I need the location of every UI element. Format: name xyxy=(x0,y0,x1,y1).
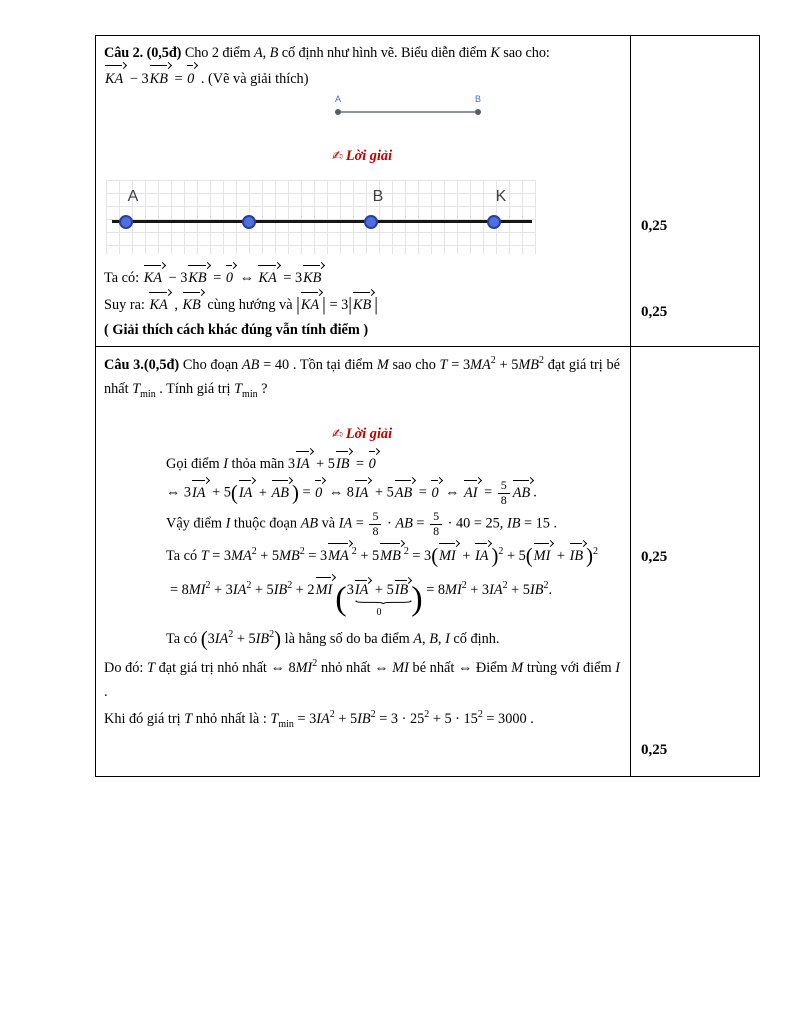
vbody: IB xyxy=(394,581,409,598)
vbody: MI xyxy=(439,548,456,565)
msup: 2 xyxy=(205,579,211,591)
vbody: MI xyxy=(533,548,551,565)
vector xyxy=(225,266,236,289)
geogebra-figure xyxy=(106,180,536,254)
msup: 2 xyxy=(251,546,257,558)
q3-expansion-line2: = $8MI^2 + 3IA^2 + 5IB^2 + 2MI$( 3IA + 5IB { 0 ) = $8MI^2 + 3IA^2 + 5IB^2$. xyxy=(170,578,620,618)
mvar: IB xyxy=(273,581,288,598)
mvar: MA xyxy=(470,357,491,373)
vector xyxy=(187,266,209,289)
msup: 2 xyxy=(246,579,252,591)
q3-constant-note: Ta có $(3IA^2 + 5IB^2)$ là hằng số do ba điểm A, B, I cố định. xyxy=(166,628,500,651)
question3-content xyxy=(96,347,631,776)
vbody: KA xyxy=(105,71,124,88)
msup: 2 xyxy=(424,708,430,720)
vbody: AB xyxy=(512,484,531,501)
mvar: AB xyxy=(241,357,260,373)
question2-row xyxy=(96,36,759,346)
fn: 5 xyxy=(430,510,442,525)
vector xyxy=(368,452,379,475)
vector xyxy=(295,452,313,475)
q3-argument-line: Do đó: T đạt giá trị nhỏ nhất ⇔ $8MI^2$ nhỏ nhất ⇔ MI bé nhất ⇔ Điểm M trùng với điểm I . xyxy=(104,657,620,700)
mvar: MI xyxy=(188,581,206,598)
vector xyxy=(533,544,554,567)
point-dot xyxy=(119,215,133,229)
gk xyxy=(352,297,374,313)
delim: ( xyxy=(525,545,533,568)
grp xyxy=(296,294,326,316)
point-dot xyxy=(242,215,256,229)
q3-result-line: Khi đó giá trị T nhỏ nhất là : $T_{min} = 3IA^2 + 5IB^2 = 3 \cdot 25^2 + 5 \cdot 15^2 = 3000$ . xyxy=(104,708,534,730)
vector xyxy=(257,266,279,289)
vbody: IA xyxy=(354,484,369,501)
mvar: K xyxy=(490,45,500,61)
vbody: AB xyxy=(394,484,413,501)
vector xyxy=(352,293,374,316)
solution-heading-q3 xyxy=(104,423,620,446)
pencil-icon: ✍ xyxy=(331,427,343,442)
mvar: I xyxy=(225,515,231,532)
point-label: B xyxy=(372,188,384,206)
vector xyxy=(300,293,322,316)
mvar: T xyxy=(439,357,448,373)
point-label: K xyxy=(495,188,507,206)
msup: 2 xyxy=(461,579,467,591)
q3-define-point-line: Gọi điểm I thỏa mãn 3IA + 5IB = 0 xyxy=(166,452,620,475)
delim: ) xyxy=(292,482,299,505)
mvar: IA xyxy=(338,515,353,532)
vector xyxy=(569,544,587,567)
number-line xyxy=(112,220,532,223)
q3-equivalence-line: ⇔ 3IA + 5(IA + AB ) = 0 ⇔ 8IA + 5AB = 0 ⇔ AI = $\frac{5}{8}$ AB . xyxy=(166,478,537,507)
point-dot xyxy=(364,215,378,229)
mvar: IB xyxy=(357,710,371,727)
msup: 2 xyxy=(477,708,483,720)
delim: ( xyxy=(200,628,208,651)
gk: $3IA^2 + 5IB^2$ xyxy=(207,628,275,647)
mvar: M xyxy=(376,357,389,373)
q3-position-line: Vậy điểm I thuộc đoạn AB và IA = $\frac{5}{8}$ · AB = $\frac{5}{8}$ · 40 = 25, IB = 15 . xyxy=(166,508,558,538)
delim: | xyxy=(322,294,326,316)
mvar: AB xyxy=(300,515,319,532)
vbody: KB xyxy=(188,270,207,287)
delim: ) xyxy=(411,578,423,617)
mvar: B xyxy=(429,630,438,647)
fn: 5 xyxy=(498,479,510,494)
mvar: T xyxy=(147,659,155,676)
vector xyxy=(148,293,170,316)
vector xyxy=(314,481,325,504)
solution-label: Lời giải xyxy=(345,148,393,165)
mvar: IA xyxy=(214,630,229,647)
vbody: KA xyxy=(149,297,168,314)
delim: ( xyxy=(431,545,439,568)
mvar: T xyxy=(132,381,141,397)
question2-content xyxy=(96,36,631,346)
msup: 2 xyxy=(543,579,549,591)
pencil-icon: ✍ xyxy=(331,149,343,165)
mvar: T xyxy=(184,710,193,727)
vector xyxy=(186,66,197,91)
delim: ) xyxy=(491,545,499,568)
ub-brace xyxy=(347,599,412,608)
msup: 2 xyxy=(287,579,293,591)
mvar: IB xyxy=(255,630,270,647)
vector xyxy=(463,481,481,504)
mvar: T xyxy=(200,548,209,565)
point-label: A xyxy=(127,188,139,206)
vector xyxy=(191,481,209,504)
vector xyxy=(271,481,292,504)
q3-expansion-line1: Ta có $T = 3MA^2 + 5MB^2 = 3MA$ $^2$ + 5MB $^2$ = 3(MI + IA )$^2$ + 5(MI + IB )$^2$ xyxy=(166,545,598,568)
msup: 2 xyxy=(490,355,496,366)
msup: 2 xyxy=(502,579,508,591)
mvar: IA xyxy=(489,581,503,598)
mvar: MA xyxy=(231,548,252,565)
mvar: AB xyxy=(395,515,413,532)
point-dot xyxy=(475,109,481,115)
solution-heading-q2 xyxy=(104,145,620,168)
mvar: IB xyxy=(506,515,521,532)
vbody: KB xyxy=(182,297,201,314)
vector xyxy=(512,481,533,504)
mvar: B xyxy=(269,45,279,61)
msup: 2 xyxy=(498,546,504,558)
vbody: 0 xyxy=(431,484,439,501)
vbody: AB xyxy=(271,484,289,501)
solution-label: Lời giải xyxy=(345,426,393,442)
vbody: KA xyxy=(143,270,162,287)
grp xyxy=(335,578,423,618)
vbody: MI xyxy=(315,581,333,598)
vbody: KB xyxy=(352,297,372,314)
segment-line xyxy=(338,111,480,113)
vector xyxy=(430,481,441,504)
vbody: 0 xyxy=(187,71,195,88)
gk xyxy=(300,297,322,313)
vbody: KB xyxy=(303,270,322,287)
mvar: M xyxy=(511,659,524,676)
mvar: T xyxy=(270,710,279,727)
gk: IA + AB xyxy=(238,485,292,501)
msub: min xyxy=(278,718,294,730)
msup: 2 xyxy=(539,355,545,366)
vbody: IB xyxy=(335,456,350,472)
mvar: MI xyxy=(392,659,409,676)
delim: | xyxy=(296,294,300,316)
mvar: MI xyxy=(445,581,462,598)
vector xyxy=(104,66,126,91)
question2-score-cell xyxy=(631,36,759,346)
question2-statement: Câu 2. (0,5đ) Cho 2 điểm A, B cố định như hình vẽ. Biểu diễn điểm K sao cho: xyxy=(104,45,550,61)
msub: min xyxy=(140,389,156,400)
grp xyxy=(525,545,598,568)
vector xyxy=(474,544,492,567)
mvar: T xyxy=(234,381,243,397)
fd: 8 xyxy=(433,523,440,538)
score-value: 0,25 xyxy=(641,549,668,565)
vector xyxy=(315,578,336,601)
question3-row xyxy=(96,346,759,776)
mvar: MB xyxy=(518,357,540,373)
vector xyxy=(143,266,165,289)
vector xyxy=(379,544,404,567)
vbody: MA xyxy=(328,548,349,565)
point-label: B xyxy=(474,94,482,105)
vector xyxy=(335,452,353,475)
mvar: IA xyxy=(316,710,330,727)
vbody: MB xyxy=(380,548,401,565)
msub: min xyxy=(242,389,258,400)
delim: ) xyxy=(274,628,282,651)
segment-figure xyxy=(334,93,494,123)
vbody: IA xyxy=(238,484,253,501)
q2-conclusion-line: Suy ra: KA , KB cùng hướng và |KA | = 3|KB | xyxy=(104,294,378,316)
fd: 8 xyxy=(372,523,379,538)
gk xyxy=(346,581,412,618)
grp xyxy=(431,545,504,568)
vector xyxy=(394,481,415,504)
msup: 2 xyxy=(312,657,318,669)
delim: ( xyxy=(335,578,347,617)
delim: | xyxy=(374,294,378,316)
vbody: IA xyxy=(474,548,489,565)
mvar: A xyxy=(254,45,263,61)
q2-derivation-line: Ta có: KA − 3KB = 0 ⇔ KA = 3KB xyxy=(104,266,620,289)
question3-statement: Câu 3.(0,5đ) Cho đoạn AB = 40 . Tồn tại điểm M sao cho $T = 3MA^2 + 5MB^2$ đạt giá trị bé nhất $T_{min}$ . Tính giá trị $T_{min}$ ? xyxy=(104,355,620,400)
msup: 2 xyxy=(370,708,376,720)
msup: 2 xyxy=(351,546,357,558)
vbody: IA xyxy=(296,456,310,472)
delim: ) xyxy=(586,545,593,568)
ub-expr: 3IA + 5IB xyxy=(347,581,412,599)
vector xyxy=(354,481,372,504)
mbold: Câu 2. (0,5đ) xyxy=(104,45,182,61)
q2-grading-note: ( Giải thích cách khác đúng vẫn tính điểm ) xyxy=(104,322,369,339)
delim: | xyxy=(348,294,352,316)
mvar: I xyxy=(223,456,228,472)
mvar: A xyxy=(413,630,423,647)
fd: 8 xyxy=(500,492,507,507)
vbody: IA xyxy=(354,581,369,598)
vbody: KA xyxy=(300,297,320,314)
ub-label: 0 xyxy=(376,606,382,618)
msup: 2 xyxy=(269,628,275,640)
vector xyxy=(302,266,324,289)
msup: 2 xyxy=(228,628,234,640)
mvar: I xyxy=(615,659,620,676)
vector xyxy=(394,581,412,599)
grp xyxy=(348,294,378,316)
score-value: 0,25 xyxy=(641,304,668,320)
frac xyxy=(367,510,383,539)
grp xyxy=(230,482,299,505)
msup: 2 xyxy=(403,546,409,558)
vector xyxy=(149,66,171,91)
gk: MI + IA xyxy=(438,548,491,564)
vector xyxy=(438,544,459,567)
vbody: AI xyxy=(464,484,478,501)
vector xyxy=(327,544,352,567)
fn: 5 xyxy=(369,510,381,525)
mvar: IB xyxy=(529,581,544,598)
vbody: KA xyxy=(258,270,277,287)
vector xyxy=(354,581,372,599)
delim: ( xyxy=(230,482,238,505)
mvar: MI xyxy=(295,659,313,676)
gk: MI + IB xyxy=(533,548,586,564)
grp xyxy=(200,628,282,651)
vector xyxy=(182,293,204,316)
ub xyxy=(347,581,412,618)
question2-equation: KA − 3KB = 0 . (Vẽ và giải thích) xyxy=(104,66,620,91)
point-dot xyxy=(335,109,341,115)
vbody: IB xyxy=(569,548,584,565)
score-value: 0,25 xyxy=(641,742,668,758)
mbold: Câu 3.(0,5đ) xyxy=(104,357,180,373)
vbody: 0 xyxy=(368,456,376,472)
point-label: A xyxy=(334,94,342,105)
msup: 2 xyxy=(329,708,335,720)
mvar: MB xyxy=(279,548,300,565)
msup: 2 xyxy=(299,546,305,558)
msup: 2 xyxy=(592,546,598,558)
vbody: 0 xyxy=(225,270,234,287)
mvar: I xyxy=(445,630,450,647)
frac xyxy=(496,479,512,508)
score-value: 0,25 xyxy=(641,218,668,234)
question3-score-cell xyxy=(631,347,759,776)
solution-table xyxy=(95,35,760,777)
vector xyxy=(238,481,256,504)
vbody: KB xyxy=(149,71,168,88)
vbody: IA xyxy=(192,484,206,501)
point-dot xyxy=(487,215,501,229)
mvar: IA xyxy=(232,581,247,598)
frac xyxy=(428,510,444,539)
vbody: 0 xyxy=(315,484,323,501)
